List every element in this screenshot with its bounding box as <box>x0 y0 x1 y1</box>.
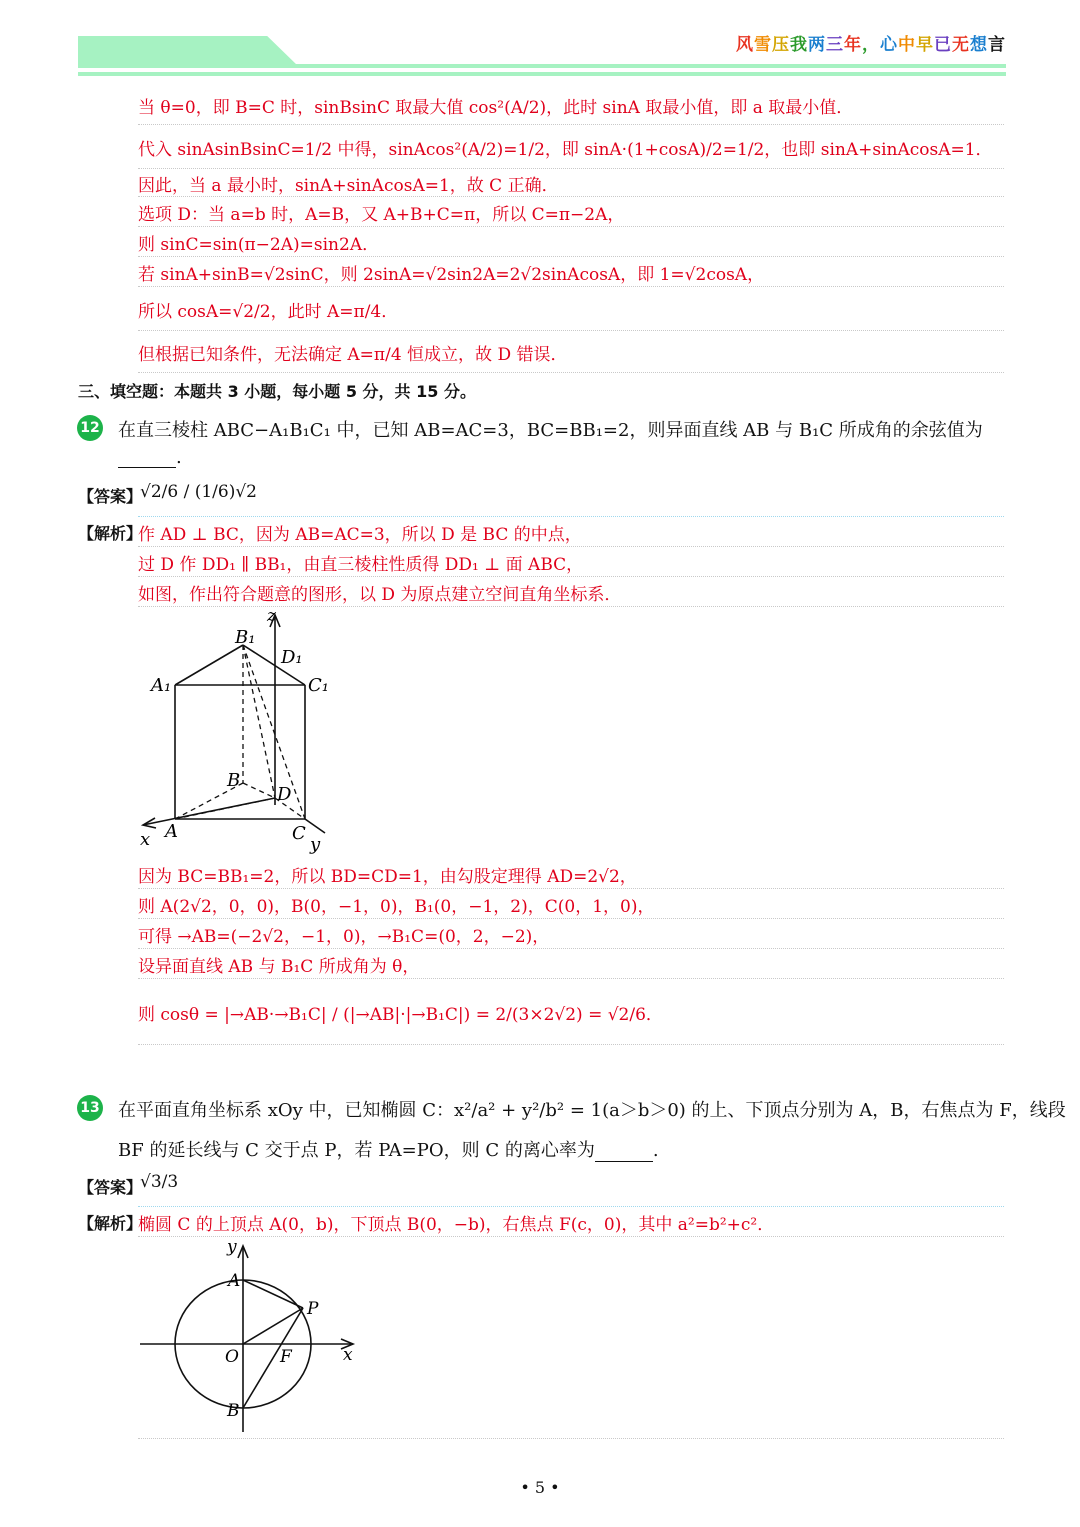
label-B: B <box>227 1401 240 1421</box>
question-12-blank-line: . <box>118 447 182 468</box>
label-P: P <box>307 1299 319 1319</box>
label-A1: A₁ <box>151 675 172 696</box>
label-B: B <box>227 770 241 791</box>
label-z: z <box>267 606 276 626</box>
label-y: y <box>310 834 321 855</box>
label-O: O <box>225 1347 239 1367</box>
question-number-badge: 12 <box>77 415 103 441</box>
answer-value: √3/3 <box>140 1172 179 1192</box>
solution-line: 但根据已知条件，无法确定 A=π/4 恒成立，故 D 错误． <box>138 332 1004 373</box>
analysis-line: 因为 BC=BB₁=2，所以 BD=CD=1，由勾股定理得 AD=2√2， <box>138 860 1004 889</box>
analysis-label: 【解析】 <box>78 1214 143 1233</box>
analysis-line: 椭圆 C 的上顶点 A(0，b)，下顶点 B(0，−b)，右焦点 F(c，0)，其中 a²=b²+c²． <box>138 1208 1004 1237</box>
label-y: y <box>227 1238 237 1257</box>
solution-line: 若 sinA+sinB=√2sinC，则 2sinA=√2sin2A=2√2sinAcosA，即 1=√2cosA， <box>138 258 1004 287</box>
answer-label: 【答案】 <box>78 1178 143 1197</box>
solution-line: 选项 D：当 a=b 时，A=B，又 A+B+C=π，所以 C=π−2A， <box>138 198 1004 227</box>
label-B1: B₁ <box>235 627 256 648</box>
label-D1: D₁ <box>281 647 303 668</box>
analysis-line: 则 cosθ = |→AB·→B₁C| / (|→AB|·|→B₁C|) = 2/(3×2√2) = √2/6． <box>138 980 1004 1045</box>
solution-line: 所以 cosA=√2/2，此时 A=π/4． <box>138 288 1004 331</box>
page-number: • 5 • <box>520 1478 560 1497</box>
analysis-line: 设异面直线 AB 与 B₁C 所成角为 θ， <box>138 950 1004 979</box>
answer-value: √2/6 / (1/6)√2 <box>140 482 257 502</box>
label-D: D <box>277 784 292 805</box>
header-rule <box>78 64 1006 68</box>
question-13-text: 在平面直角坐标系 xOy 中，已知椭圆 C：x²/a² + y²/b² = 1(a＞b＞0) 的上、下顶点分别为 A，B，右焦点为 F，线段 <box>118 1100 1066 1121</box>
answer-blank <box>595 1143 653 1162</box>
label-C1: C₁ <box>308 675 329 696</box>
analysis-line: 可得 →AB=(−2√2，−1，0)，→B₁C=(0，2，−2)， <box>138 920 1004 949</box>
header-rule-2 <box>78 72 1006 76</box>
answer-blank <box>118 449 176 468</box>
solution-line: 则 sinC=sin(π−2A)=sin2A． <box>138 228 1004 257</box>
label-x: x <box>343 1345 353 1365</box>
header-tab-decoration <box>78 36 298 66</box>
solution-line: 因此，当 a 最小时，sinA+sinAcosA=1，故 C 正确． <box>138 170 1004 197</box>
label-A: A <box>165 821 178 842</box>
ellipse-figure <box>135 1238 365 1438</box>
analysis-line: 则 A(2√2，0，0)，B(0，−1，0)，B₁(0，−1，2)，C(0，1，0)， <box>138 890 1004 919</box>
label-A: A <box>228 1271 241 1291</box>
answer-label: 【答案】 <box>78 487 143 506</box>
analysis-line: 过 D 作 DD₁ ∥ BB₁，由直三棱柱性质得 DD₁ ⊥ 面 ABC， <box>138 548 1004 577</box>
solution-line: 代入 sinAsinBsinC=1/2 中得，sinAcos²(A/2)=1/2，即 sinA·(1+cosA)/2=1/2，也即 sinA+sinAcosA=1． <box>138 126 1004 169</box>
analysis-line: 如图，作出符合题意的图形，以 D 为原点建立空间直角坐标系． <box>138 578 1004 607</box>
analysis-label: 【解析】 <box>78 524 143 543</box>
section-title: 三、填空题：本题共 3 小题，每小题 5 分，共 15 分。 <box>78 382 476 401</box>
header-slogan: 风雪压我两三年，心中早已无想言 <box>736 35 1006 55</box>
label-F: F <box>280 1347 292 1367</box>
label-C: C <box>292 823 306 844</box>
question-12-text: 在直三棱柱 ABC−A₁B₁C₁ 中，已知 AB=AC=3，BC=BB₁=2，则异面直线 AB 与 B₁C 所成角的余弦值为 <box>118 420 983 441</box>
question-number-badge: 13 <box>77 1095 103 1121</box>
divider <box>138 516 1004 517</box>
label-x: x <box>140 829 151 850</box>
question-13-text-line2: BF 的延长线与 C 交于点 P，若 PA=PO，则 C 的离心率为 . <box>118 1140 659 1161</box>
solution-line: 当 θ=0，即 B=C 时，sinBsinC 取最大值 cos²(A/2)，此时 sinA 取最小值，即 a 取最小值． <box>138 86 1004 125</box>
prism-figure <box>135 605 345 855</box>
divider <box>138 1438 1004 1439</box>
analysis-line: 作 AD ⊥ BC，因为 AB=AC=3，所以 D 是 BC 的中点， <box>138 518 1004 547</box>
divider <box>138 1206 1004 1207</box>
